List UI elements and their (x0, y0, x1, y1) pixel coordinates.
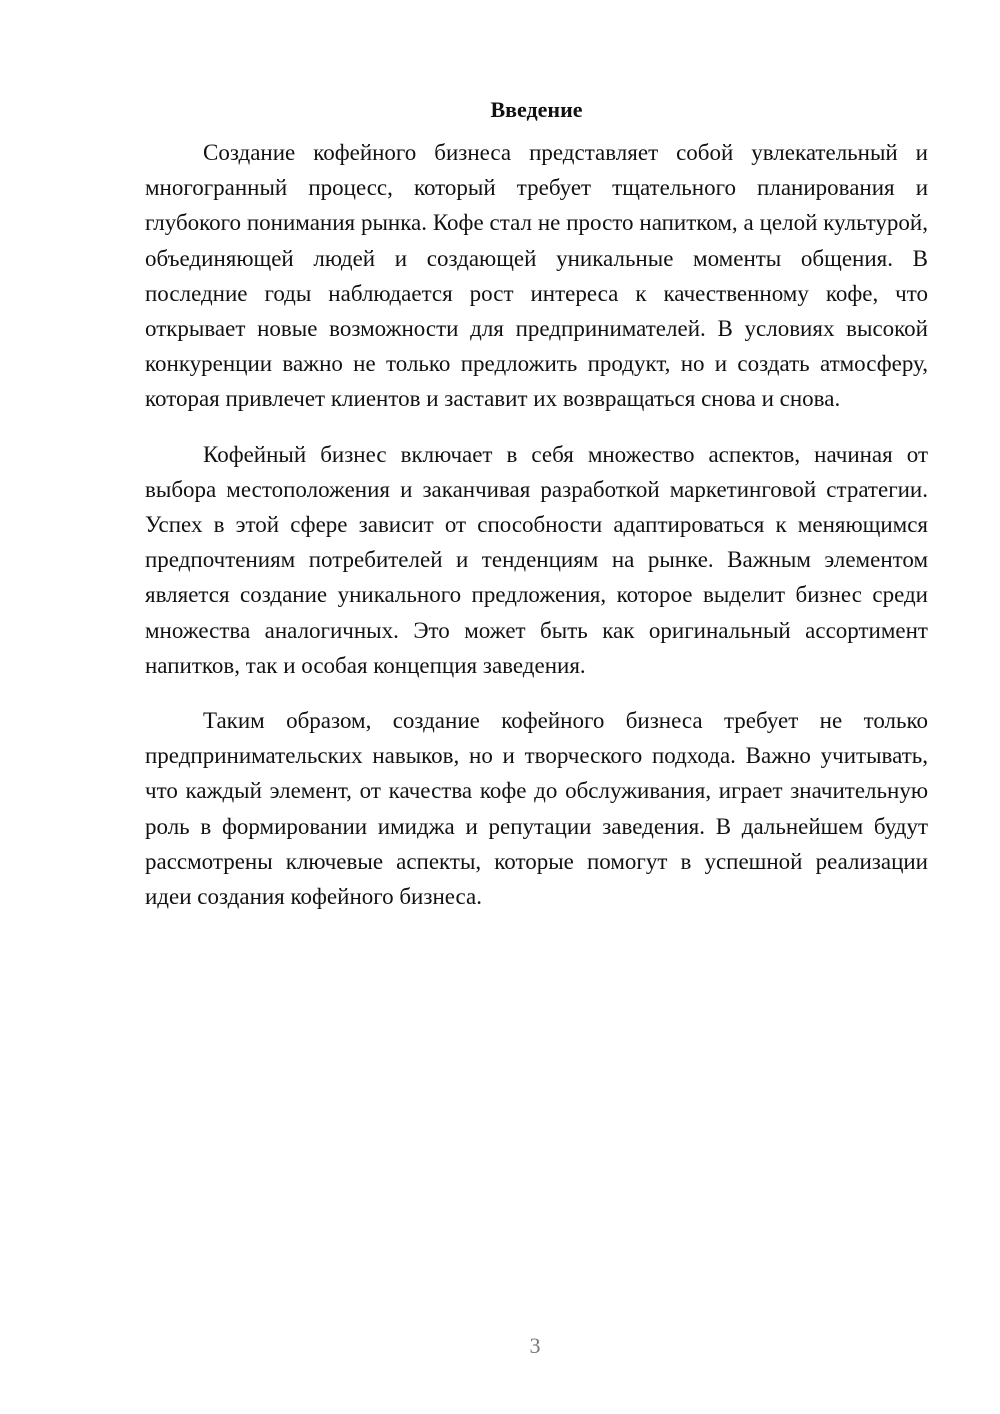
paragraph-conclusion: Таким образом, создание кофейного бизнеса требует не только предпринимательских навыков, но и творческого подхода. Важно учитывать, что каждый элемент, от качества кофе до обслуживания, играет значительную роль в формировании имиджа и репутации заведения. В дальнейшем будут рассмотрены ключевые аспекты, которые помогут в успешной реализации идеи создания кофейного бизнеса. (145, 708, 928, 910)
page-number: 3 (529, 1333, 541, 1358)
page-content (145, 92, 928, 934)
paragraph-business-aspects: Кофейный бизнес включает в себя множество аспектов, начиная от выбора местоположения и заканчивая разработкой маркетинговой стратегии. Успех в этой сфере зависит от способности адаптироваться к меняющимся предпочтениям потребителей и тенденциям на рынке. Важным элементом является создание уникального предложения, которое выделит бизнес среди множества аналогичных. Это может быть как оригинальный ассортимент напитков, так и особая концепция заведения. (145, 441, 928, 678)
section-title: Введение (490, 97, 583, 122)
paragraph-introduction: Создание кофейного бизнеса представляет собой увлекательный и многогранный процесс, который требует тщательного планирования и глубокого понимания рынка. Кофе стал не просто напитком, а целой культурой, объединяющей людей и создающей уникальные моменты общения. В последние годы наблюдается рост интереса к качественному кофе, что открывает новые возможности для предпринимателей. В условиях высокой конкуренции важно не только предложить продукт, но и создать атмосферу, которая привлечет клиентов и заставит их возвращаться снова и снова. (145, 140, 928, 412)
